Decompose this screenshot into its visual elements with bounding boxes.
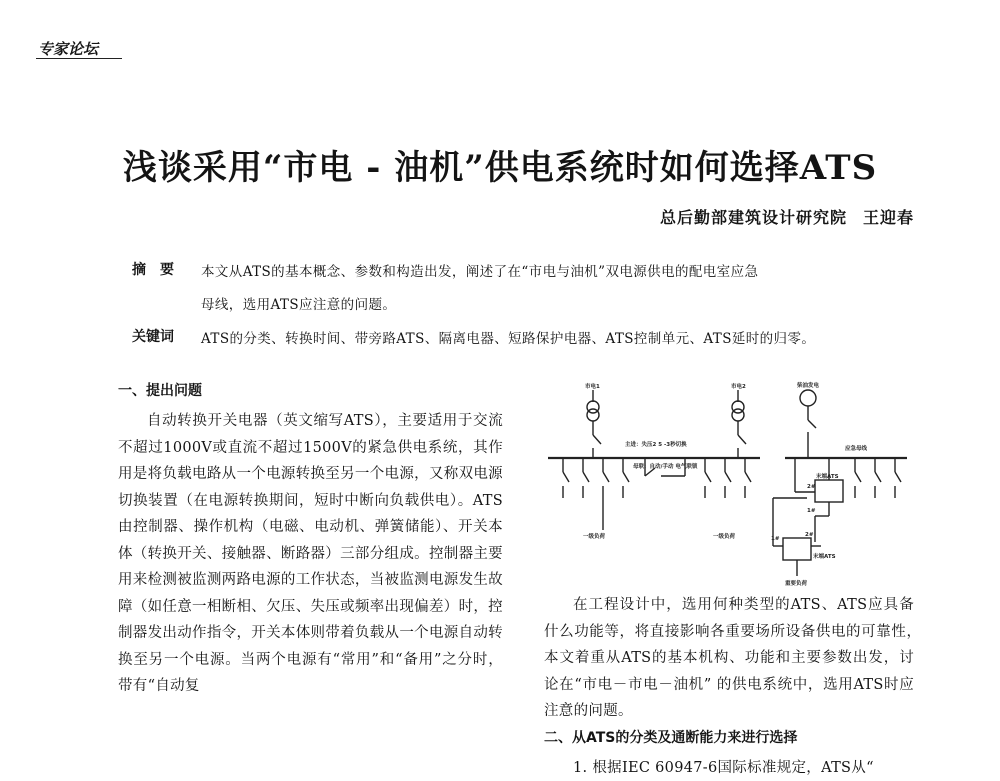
label-bus-tie: 母联：自动/手动 电气联锁	[633, 462, 698, 470]
label-bus-note: 主进：失压2 5 -3秒切换	[625, 440, 687, 448]
label-ats-2: 末端ATS	[813, 552, 836, 560]
label-1a: 1#	[807, 508, 816, 514]
section-1-paragraph: 自动转换开关电器（英文缩写ATS），主要适用于交流不超过1000V或直流不超过1500V的紧急供电系统，其作用是将负载电路从一个电源转换至另一个电源，又称双电源切换装置（在电源转换期间，短时中断向负载供电）。ATS由控制器、操作机构（电磁、电动机、弹簧储能）、开关本体（转换开关、接触器、断路器）三部分组成。控制器主要用来检测被监测两路电源的工作状态，当被监测电源发生故障（如任意一相断相、欠压、失压或频率出现偏差）时，控制器发出动作指令，开关本体则带着负载从一个电源自动转换至另一个电源。当两个电源有“常用”和“备用”之分时，带有“自动复	[118, 408, 503, 700]
label-generator: 柴油发电	[797, 381, 820, 389]
power-supply-diagram	[545, 380, 915, 590]
column-tag: 专家论坛	[38, 38, 98, 59]
keywords-text: ATS的分类、转换时间、带旁路ATS、隔离电器、短路保护电器、ATS控制单元、ATS延时的归零。	[201, 327, 815, 347]
abstract-label: 摘 要	[132, 259, 174, 279]
label-load-1: 一级负荷	[583, 532, 606, 540]
section-2-heading: 二、从ATS的分类及通断能力来进行选择	[544, 727, 914, 747]
author-name: 王迎春	[863, 208, 914, 227]
header-rule	[36, 58, 122, 59]
abstract-line-2: 母线，选用ATS应注意的问题。	[201, 293, 396, 313]
left-column	[118, 380, 503, 700]
keywords-label: 关键词	[132, 326, 174, 346]
abstract-line-1: 本文从ATS的基本概念、参数和构造出发，阐述了在“市电与油机”双电源供电的配电室应急	[201, 260, 758, 280]
label-2b: 2#	[805, 532, 814, 538]
label-load-2: 一级负荷	[713, 532, 736, 540]
label-mains-1: 市电1	[585, 382, 600, 390]
section-2-first-line: 1. 根据IEC 60947-6国际标准规定，ATS从“	[544, 755, 914, 781]
article-title: 浅谈采用“市电 - 油机”供电系统时如何选择ATS	[0, 140, 1000, 189]
label-emergency-bus: 应急母线	[845, 444, 868, 452]
label-mains-2: 市电2	[731, 382, 746, 390]
right-column	[544, 592, 914, 781]
section-1-heading: 一、提出问题	[118, 380, 503, 400]
label-2a: 2#	[807, 484, 816, 490]
label-ats-1: 末端ATS	[816, 472, 839, 480]
label-1b: 1#	[771, 536, 780, 542]
label-important-load: 重要负荷	[785, 579, 808, 587]
author-line	[660, 205, 914, 228]
right-paragraph: 在工程设计中，选用何种类型的ATS、ATS应具备什么功能等，将直接影响各重要场所设备供电的可靠性， 本文着重从ATS的基本机构、功能和主要参数出发，讨论在“市电－市电－油机” 的供电系统中，选用ATS时应注意的问题。	[544, 592, 914, 725]
affiliation: 总后勤部建筑设计研究院	[660, 208, 847, 227]
